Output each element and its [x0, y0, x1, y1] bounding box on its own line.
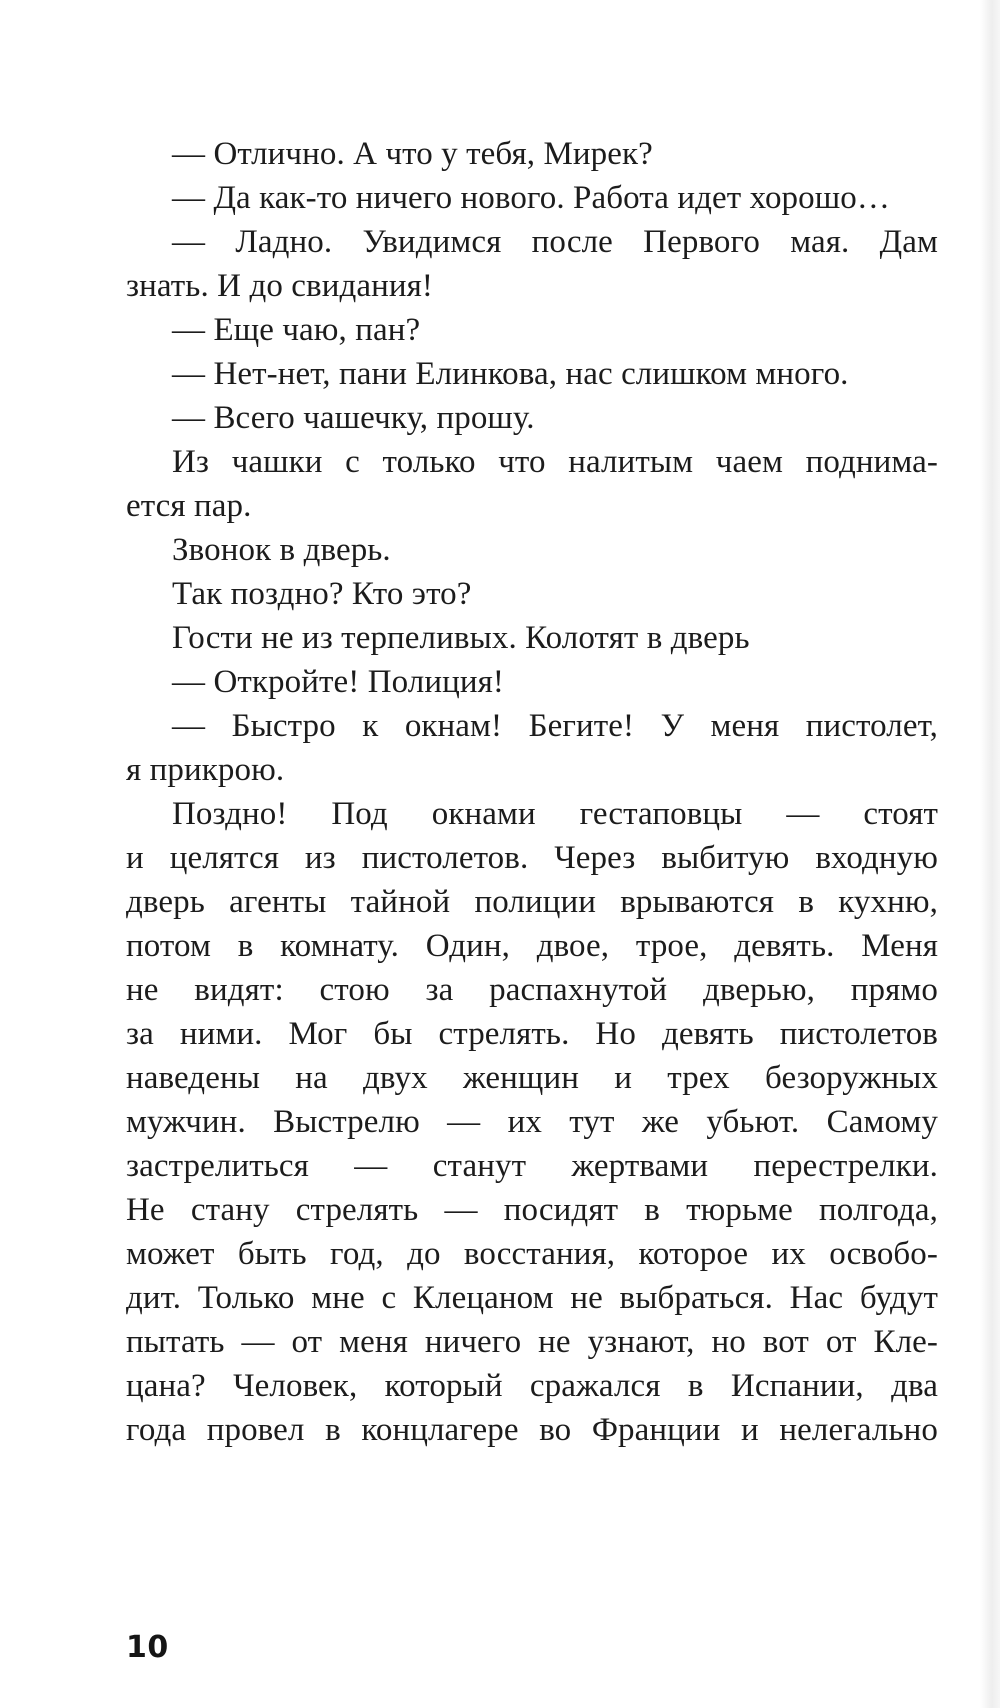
text-line: застрелиться — станут жертвами перестрелки. — [126, 1148, 938, 1184]
text-line: ется пар. — [126, 488, 252, 524]
text-line: года провел в концлагере во Франции и нелегально — [126, 1412, 938, 1448]
text-line: я прикрою. — [126, 752, 285, 788]
text-line: Гости не из терпеливых. Колотят в дверь — [172, 620, 750, 656]
text-line: мужчин. Выстрелю — их тут же убьют. Самому — [126, 1104, 938, 1140]
text-line: — Ладно. Увидимся после Первого мая. Дам — [172, 224, 938, 260]
text-line: — Еще чаю, пан? — [172, 312, 421, 348]
text-line: за ними. Мог бы стрелять. Но девять пистолетов — [126, 1016, 938, 1052]
text-line: дверь агенты тайной полиции врываются в кухню, — [126, 884, 938, 920]
text-line: Не стану стрелять — посидят в тюрьме полгода, — [126, 1192, 938, 1228]
text-line: может быть год, до восстания, которое их освобо- — [126, 1236, 938, 1272]
text-line: — Нет-нет, пани Елинкова, нас слишком много. — [172, 356, 849, 392]
text-line: пытать — от меня ничего не узнают, но вот от Кле- — [126, 1324, 938, 1360]
text-line: дит. Только мне с Клецаном не выбраться. Нас будут — [126, 1280, 938, 1316]
page-edge-shadow — [980, 0, 1000, 1708]
text-line: — Быстро к окнам! Бегите! У меня пистолет, — [172, 708, 938, 744]
text-line: цана? Человек, который сражался в Испании, два — [126, 1368, 938, 1404]
text-line: и целятся из пистолетов. Через выбитую входную — [126, 840, 938, 876]
text-line: потом в комнату. Один, двое, трое, девять. Меня — [126, 928, 938, 964]
page-number: 10 — [126, 1630, 169, 1665]
text-line: не видят: стою за распахнутой дверью, прямо — [126, 972, 938, 1008]
text-line: Из чашки с только что налитым чаем поднима- — [172, 444, 938, 480]
text-line: знать. И до свидания! — [126, 268, 433, 304]
text-line: Так поздно? Кто это? — [172, 576, 472, 612]
text-line: — Да как-то ничего нового. Работа идет хорошо… — [172, 180, 890, 216]
text-line: Поздно! Под окнами гестаповцы — стоят — [172, 796, 938, 832]
text-line: — Откройте! Полиция! — [172, 664, 505, 700]
text-line: — Отлично. А что у тебя, Мирек? — [172, 136, 653, 172]
text-line: Звонок в дверь. — [172, 532, 391, 568]
text-line: наведены на двух женщин и трех безоружных — [126, 1060, 938, 1096]
text-line: — Всего чашечку, прошу. — [172, 400, 535, 436]
